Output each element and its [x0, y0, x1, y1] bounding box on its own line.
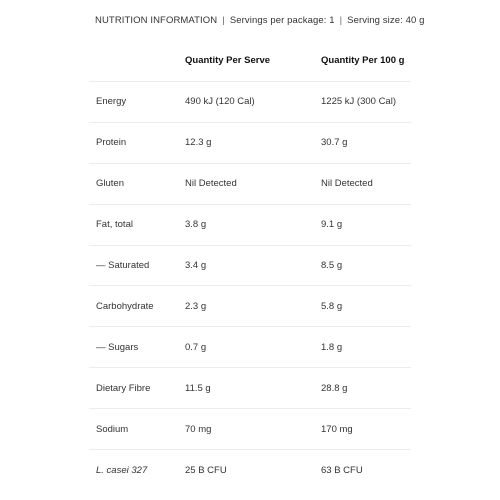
servings-per-package: Servings per package: 1 [229, 15, 335, 26]
nutrient-name: — Sugars [96, 341, 139, 353]
per-serve-value: 490 kJ (120 Cal) [185, 96, 255, 108]
per-100g-value: 8.5 g [321, 260, 343, 271]
column-header-per-100g: Quantity Per 100 g [321, 55, 405, 66]
per-100g-value: 28.8 g [321, 382, 348, 394]
per-serve-value: 3.4 g [185, 260, 207, 271]
nutrient-name: Protein [96, 137, 127, 149]
nutrient-name: Sodium [96, 423, 129, 435]
nutrient-name: Carbohydrate [96, 300, 154, 312]
per-serve-value: 11.5 g [185, 382, 211, 394]
table-row [89, 82, 411, 123]
per-serve-value: 3.8 g [185, 219, 207, 231]
per-100g-value: 170 mg [321, 423, 353, 435]
per-100g-value: 63 B CFU [321, 464, 363, 476]
per-serve-value: 0.7 g [185, 341, 207, 353]
table-header-row [89, 40, 411, 82]
serving-size: Serving size: 40 g [347, 15, 425, 26]
table-row [89, 205, 411, 246]
per-serve-value: 70 mg [185, 423, 212, 435]
column-header-per-serve: Quantity Per Serve [185, 55, 271, 66]
nutrient-name: L. casei 327 [96, 464, 148, 476]
table-row [89, 123, 411, 164]
nutrition-header [95, 15, 424, 26]
nutrient-name: Energy [96, 96, 127, 108]
table-row [89, 286, 411, 327]
table-row [89, 164, 411, 205]
table-row [89, 409, 411, 450]
per-serve-value: 12.3 g [185, 137, 212, 149]
nutrient-name: — Saturated [96, 260, 150, 271]
per-100g-value: 30.7 g [321, 137, 348, 149]
per-serve-value: Nil Detected [185, 178, 237, 190]
per-100g-value: 5.8 g [321, 300, 343, 312]
per-100g-value: 1225 kJ (300 Cal) [321, 96, 396, 108]
table-row [89, 368, 411, 409]
table-row [89, 246, 411, 287]
table-row [89, 327, 411, 368]
per-100g-value: 9.1 g [321, 219, 343, 231]
nutrient-name: Fat, total [96, 219, 133, 231]
table-row [89, 450, 411, 491]
per-serve-value: 2.3 g [185, 300, 207, 312]
header-separator: | [222, 15, 225, 26]
per-serve-value: 25 B CFU [185, 464, 227, 476]
per-100g-value: Nil Detected [321, 178, 373, 190]
per-100g-value: 1.8 g [321, 341, 343, 353]
header-separator: | [339, 15, 343, 26]
nutrition-title: NUTRITION INFORMATION [95, 15, 218, 26]
nutrient-name: Dietary Fibre [96, 382, 151, 394]
nutrition-table [89, 40, 411, 491]
nutrient-name: Gluten [96, 178, 124, 190]
